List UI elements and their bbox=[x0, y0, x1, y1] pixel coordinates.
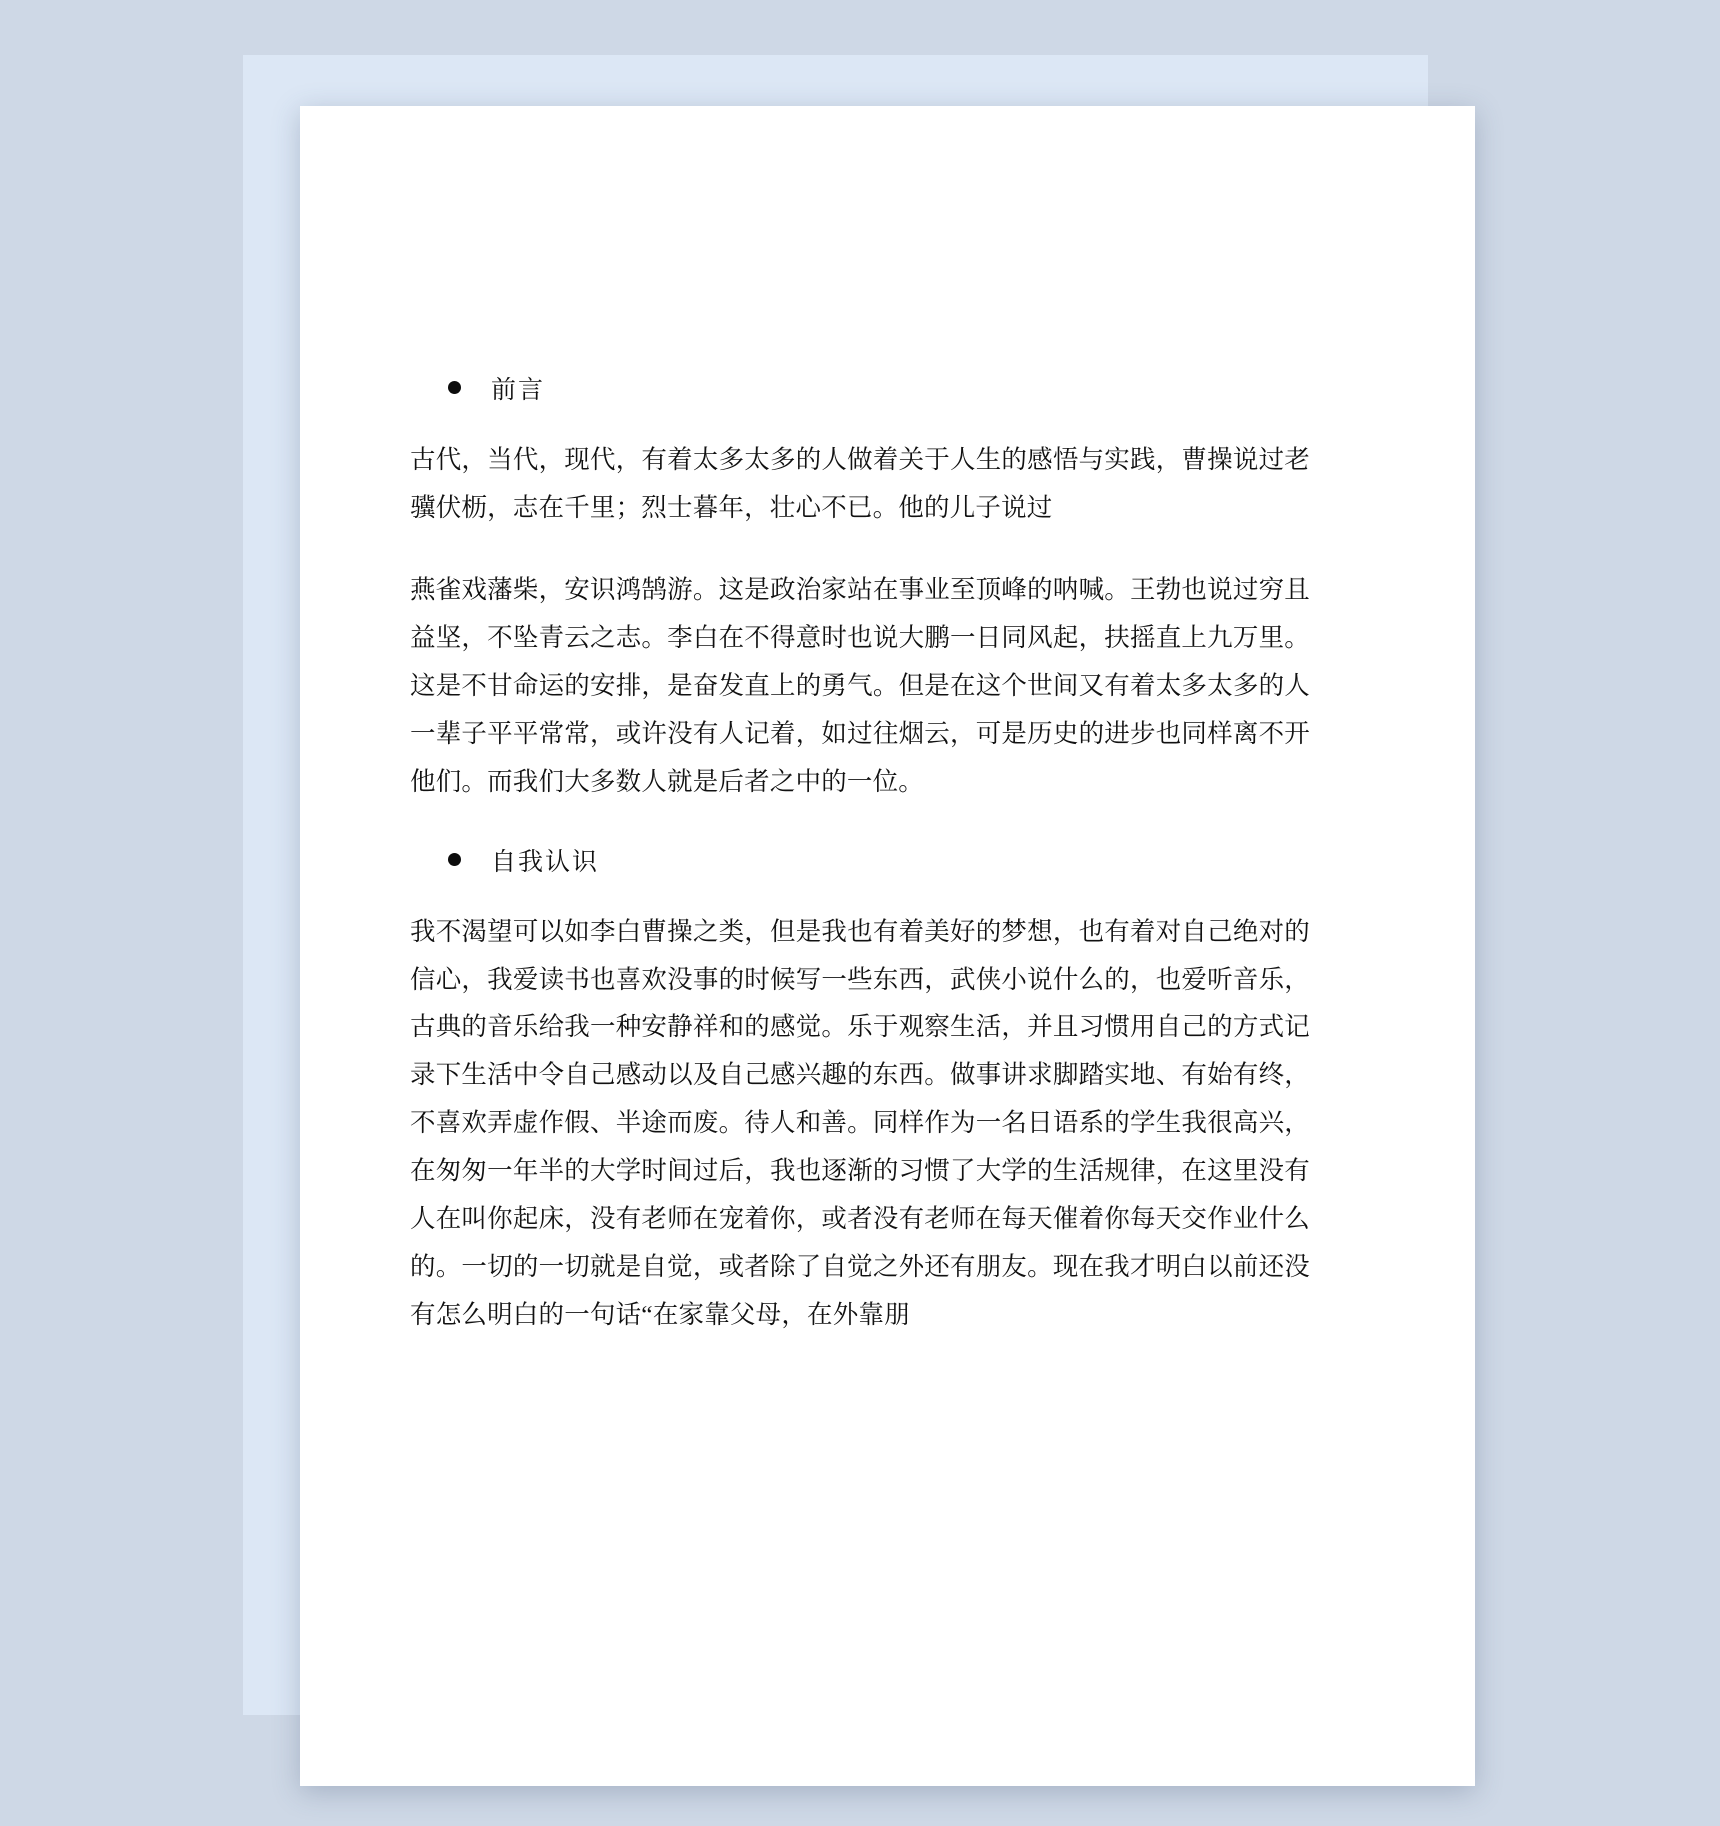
section-gap bbox=[410, 814, 1310, 848]
document-content bbox=[410, 376, 1310, 1347]
section-heading-self-awareness-label: 自我认识 bbox=[491, 848, 600, 876]
paragraph-preface-2: 燕雀戏藩柴，安识鸿鹄游。这是政治家站在事业至顶峰的呐喊。王勃也说过穷且益坚，不坠青云之志。李白在不得意时也说大鹏一日同风起，扶摇直上九万里。 这是不甘命运的安排，是奋发直上的勇气。但是在这个世间又有着太多太多的人一辈子平平常常，或许没有人记着，如过往烟云，可是历史的进步也同样离不开他们。而我们大多数人就是后者之中的一位。 bbox=[410, 574, 1310, 796]
bullet-dot-icon bbox=[448, 381, 461, 394]
section-heading-self-awareness bbox=[410, 848, 1310, 878]
paragraph-preface-1: 古代，当代，现代，有着太多太多的人做着关于人生的感悟与实践，曹操说过老骥伏枥，志在千里；烈士暮年，壮心不已。他的儿子说过 bbox=[410, 445, 1310, 522]
section-heading-preface-label: 前言 bbox=[491, 377, 546, 404]
section-heading-preface bbox=[410, 376, 1310, 406]
page-inner bbox=[300, 106, 1475, 1786]
paragraph-self-awareness-1: 我不渴望可以如李白曹操之类，但是我也有着美好的梦想，也有着对自己绝对的信心，我爱读书也喜欢没事的时候写一些东西，武侠小说什么的，也爱听音乐，古典的音乐给我一种安静祥和的感觉。乐于观察生活，并且习惯用自己的方式记录下生活中令自己感动以及自己感兴趣的东西。做事讲求脚踏实地、有始有终，不喜欢弄虚作假、半途而废。待人和善。同样作为一名日语系的学生我很高兴，在匆匆一年半的大学时间过后，我也逐渐的习惯了大学的生活规律，在这里没有人在叫你起床，没有老师在宠着你，或者没有老师在每天催着你每天交作业什么的。一切的一切就是自觉，或者除了自觉之外还有朋友。现在我才明白以前还没有怎么明白的一句话“在家靠父母，在外靠朋 bbox=[410, 916, 1310, 1330]
document-page bbox=[300, 106, 1475, 1786]
bullet-dot-icon bbox=[448, 853, 461, 866]
